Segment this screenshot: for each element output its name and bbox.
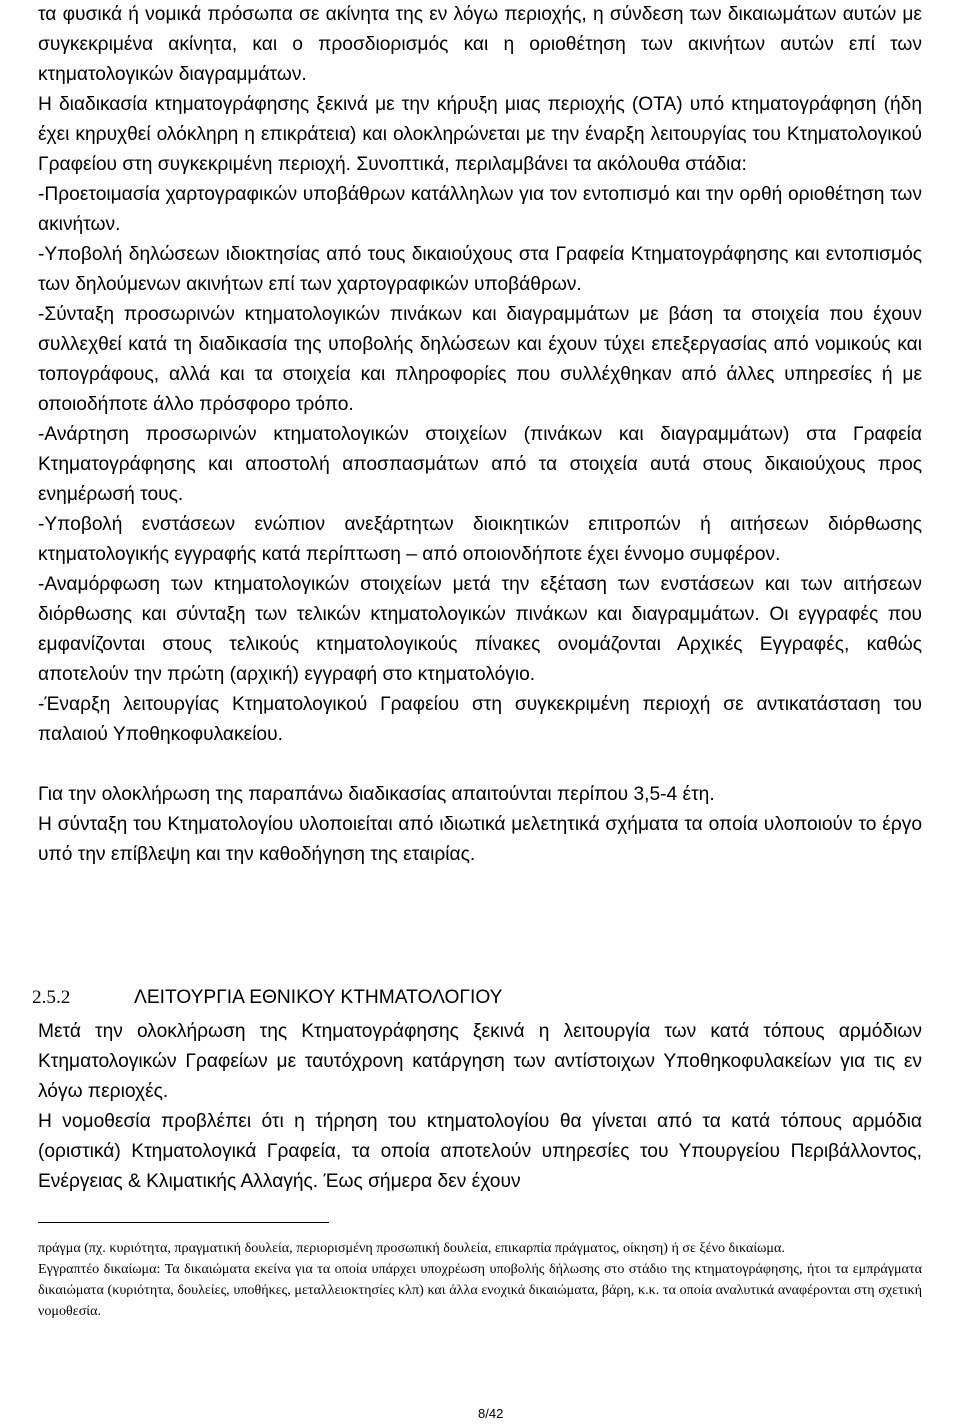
list-item: -Ανάρτηση προσωρινών κτηματολογικών στοιχείων (πινάκων και διαγραμμάτων) στα Γραφεία Κτηματογράφησης και αποστολή αποσπασμάτων από τα στοιχεία αυτά στους δικαιούχους προς ενημέρωσή τους.	[38, 424, 922, 505]
page-number: 8/42	[478, 1406, 504, 1421]
paragraph: Μετά την ολοκλήρωση της Κτηματογράφησης ξεκινά η λειτουργία των κατά τόπους αρμόδιων Κτηματολογικών Γραφείων με ταυτόχρονη κατάργηση των αντίστοιχων Υποθηκοφυλακείων για τις εν λόγω περιοχές.	[38, 1021, 922, 1102]
footnote: Εγγραπτέο δικαίωμα: Τα δικαιώματα εκείνα για τα οποία υπάρχει υποχρέωση υποβολής δήλωσης στο στάδιο της κτηματογράφησης, ήτοι τα εμπράγματα δικαιώματα (κυριότητα, δουλείες, υποθήκες, μεταλλειοκτησίες κλπ) και άλλα ενοχικά δικαιώματα, βάρη, κ.κ. τα οποία αναλυτικά αναφέρονται στη σχετική νομοθεσία.	[38, 1261, 922, 1319]
paragraph: τα φυσικά ή νομικά πρόσωπα σε ακίνητα της εν λόγω περιοχής, η σύνδεση των δικαιωμάτων αυτών με συγκεκριμένα ακίνητα, και ο προσδιορισμός και η οριοθέτηση των ακινήτων αυτών επί των κτηματολογικών διαγραμμάτων.	[38, 4, 922, 85]
footnotes	[38, 1238, 922, 1322]
body-section-operation	[38, 1017, 922, 1197]
list-item: -Έναρξη λειτουργίας Κτηματολογικού Γραφείου στη συγκεκριμένη περιοχή σε αντικατάσταση του παλαιού Υποθηκοφυλακείου.	[38, 694, 922, 745]
list-item: -Υποβολή ενστάσεων ενώπιον ανεξάρτητων διοικητικών επιτροπών ή αιτήσεων διόρθωσης κτηματολογικής εγγραφής κατά περίπτωση – από οποιονδήποτε έχει έννομο συμφέρον.	[38, 514, 922, 565]
section-number: 2.5.2	[32, 987, 71, 1008]
list-item: -Προετοιμασία χαρτογραφικών υποβάθρων κατάλληλων για τον εντοπισμό και την ορθή οριοθέτηση των ακινήτων.	[38, 184, 922, 235]
paragraph: Η νομοθεσία προβλέπει ότι η τήρηση του κτηματολογίου θα γίνεται από τα κατά τόπους αρμόδια (οριστικά) Κτηματολογικά Γραφεία, τα οποία αποτελούν υπηρεσίες του Υπουργείου Περιβάλλοντος, Ενέργειας & Κλιματικής Αλλαγής. Έως σήμερα δεν έχουν	[38, 1111, 922, 1192]
paragraph: Για την ολοκλήρωση της παραπάνω διαδικασίας απαιτούνται περίπου 3,5-4 έτη.	[38, 784, 715, 805]
footnote-separator	[38, 1222, 329, 1223]
paragraph-gap	[38, 750, 922, 780]
footnote: πράγμα (πχ. κυριότητα, πραγματική δουλεία, περιορισμένη προσωπική δουλεία, επικαρπία πράγματος, οίκηση) ή σε ξένο δικαίωμα.	[38, 1240, 785, 1256]
body-section-procedure	[38, 0, 922, 870]
section-title: ΛΕΙΤΟΥΡΓΙΑ ΕΘΝΙΚΟΥ ΚΤΗΜΑΤΟΛΟΓΙΟΥ	[134, 987, 503, 1008]
list-item: -Σύνταξη προσωρινών κτηματολογικών πινάκων και διαγραμμάτων με βάση τα στοιχεία που έχουν συλλεχθεί κατά τη διαδικασία της υποβολής δηλώσεων και έχουν τύχει επεξεργασίας από νομικούς και τοπογράφους, αλλά και τα στοιχεία και πληροφορίες που συλλέχθηκαν από άλλες υπηρεσίες ή με οποιοδήποτε άλλο πρόσφορο τρόπο.	[38, 304, 922, 415]
section-heading	[32, 983, 932, 1013]
paragraph: Η σύνταξη του Κτηματολογίου υλοποιείται από ιδιωτικά μελετητικά σχήματα τα οποία υλοποιούν το έργο υπό την επίβλεψη και την καθοδήγηση της εταιρίας.	[38, 814, 922, 865]
list-item: -Υποβολή δηλώσεων ιδιοκτησίας από τους δικαιούχους στα Γραφεία Κτηματογράφησης και εντοπισμός των δηλούμενων ακινήτων επί των χαρτογραφικών υποβάθρων.	[38, 244, 922, 295]
list-item: -Αναμόρφωση των κτηματολογικών στοιχείων μετά την εξέταση των ενστάσεων και των αιτήσεων διόρθωσης και σύνταξη των τελικών κτηματολογικών πινάκων και διαγραμμάτων. Οι εγγραφές που εμφανίζονται στους τελικούς κτηματολογικούς πίνακες ονομάζονται Αρχικές Εγγραφές, καθώς αποτελούν την πρώτη (αρχική) εγγραφή στο κτηματολόγιο.	[38, 574, 922, 685]
paragraph: Η διαδικασία κτηματογράφησης ξεκινά με την κήρυξη μιας περιοχής (ΟΤΑ) υπό κτηματογράφηση (ήδη έχει κηρυχθεί ολόκληρη η επικράτεια) και ολοκληρώνεται με την έναρξη λειτουργίας του Κτηματολογικού Γραφείου στη συγκεκριμένη περιοχή. Συνοπτικά, περιλαμβάνει τα ακόλουθα στάδια:	[38, 94, 922, 175]
